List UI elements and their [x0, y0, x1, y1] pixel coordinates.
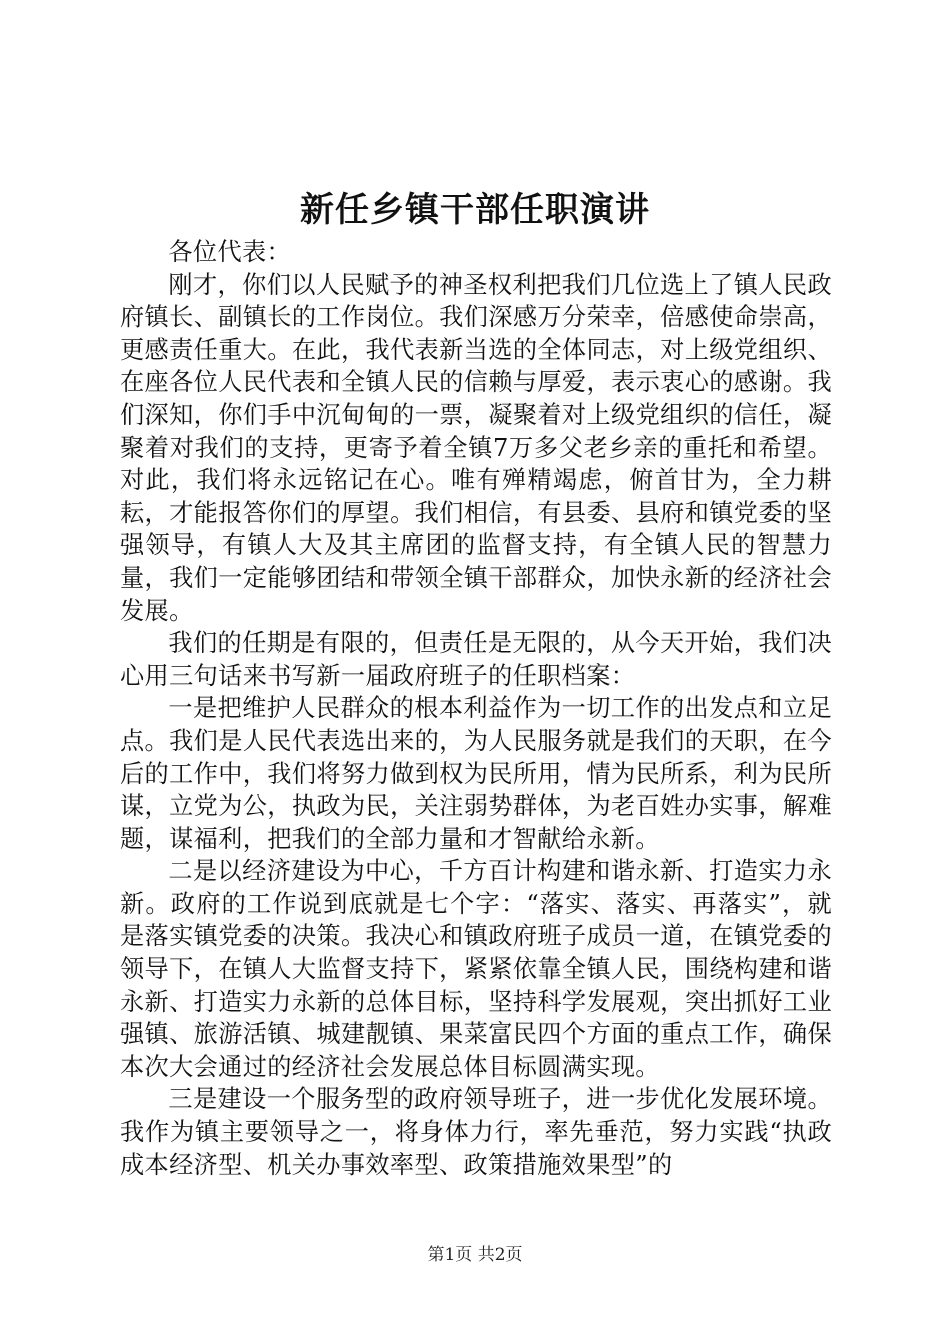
paragraph: 二是以经济建设为中心，千方百计构建和谐永新、打造实力永新。政府的工作说到底就是七个字：“落实、落实、再落实”，就是落实镇党委的决策。我决心和镇政府班子成员一道，在镇党委的领导下，在镇人大监督支持下，紧紧依靠全镇人民，围绕构建和谐永新、打造实力永新的总体目标，坚持科学发展观，突出抓好工业强镇、旅游活镇、城建靓镇、果菜富民四个方面的重点工作，确保本次大会通过的经济社会发展总体目标圆满实现。: [120, 857, 832, 1081]
document-title: 新任乡镇干部任职演讲: [300, 190, 650, 230]
paragraph: 我们的任期是有限的，但责任是无限的，从今天开始，我们决心用三句话来书写新一届政府班子的任职档案：: [120, 629, 832, 690]
page-footer: 第1页 共2页: [427, 1245, 523, 1265]
document-body: [120, 236, 832, 1181]
salutation: 各位代表：: [168, 238, 292, 266]
paragraph: 刚才，你们以人民赋予的神圣权利把我们几位选上了镇人民政府镇长、副镇长的工作岗位。我们深感万分荣幸，倍感使命崇高，更感责任重大。在此，我代表新当选的全体同志，对上级党组织、在座各位人民代表和全镇人民的信赖与厚爱，表示衷心的感谢。我们深知，你们手中沉甸甸的一票，凝聚着对上级党组织的信任，凝聚着对我们的支持，更寄予着全镇7万多父老乡亲的重托和希望。对此，我们将永远铭记在心。唯有殚精竭虑，俯首甘为，全力耕耘，才能报答你们的厚望。我们相信，有县委、县府和镇党委的坚强领导，有镇人大及其主席团的监督支持，有全镇人民的智慧力量，我们一定能够团结和带领全镇干部群众，加快永新的经济社会发展。: [120, 270, 832, 625]
paragraph: 一是把维护人民群众的根本利益作为一切工作的出发点和立足点。我们是人民代表选出来的，为人民服务就是我们的天职，在今后的工作中，我们将努力做到权为民所用，情为民所系，利为民所谋，立党为公，执政为民，关注弱势群体，为老百姓办实事，解难题，谋福利，把我们的全部力量和才智献给永新。: [120, 694, 832, 853]
paragraph: 三是建设一个服务型的政府领导班子，进一步优化发展环境。我作为镇主要领导之一，将身体力行，率先垂范，努力实践“执政成本经济型、机关办事效率型、政策措施效果型”的: [120, 1085, 832, 1179]
